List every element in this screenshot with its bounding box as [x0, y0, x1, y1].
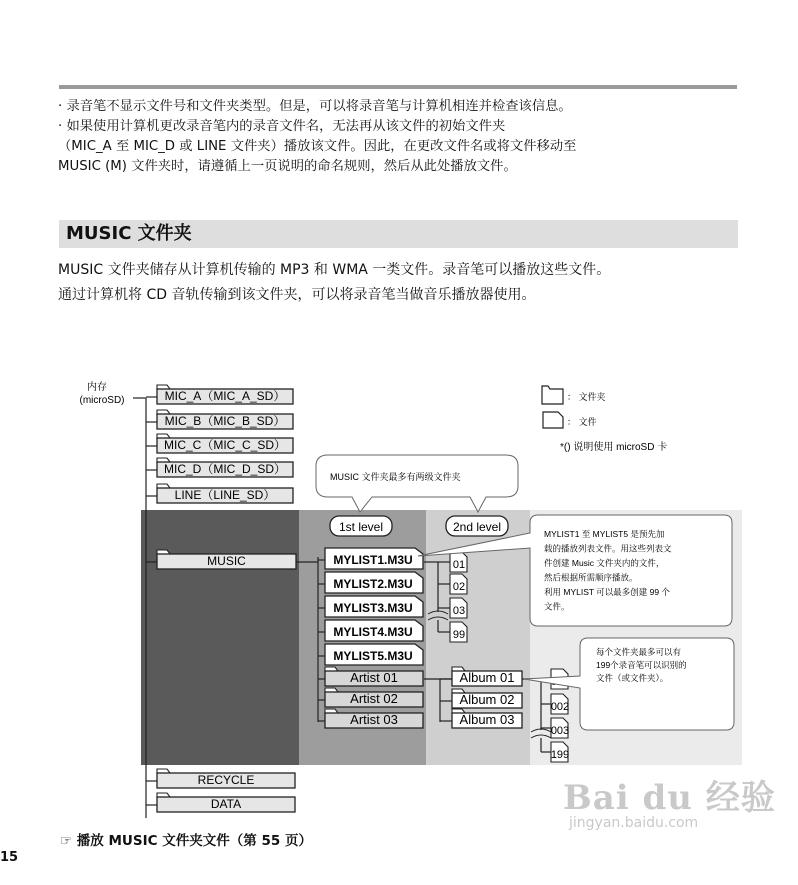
legend-note: *() 说明使用 microSD 卡: [560, 442, 668, 453]
watermark-url: jingyan.baidu.com: [569, 815, 699, 831]
page-number: 15: [0, 850, 19, 865]
album-folder-label: Album 03: [459, 711, 515, 727]
artist-file: [450, 598, 467, 618]
svg-text:003: 003: [550, 725, 570, 737]
watermark-brand: Bai du 经验: [563, 778, 776, 818]
root-folder: [157, 410, 293, 429]
bottom-folder-label: DATA: [210, 796, 242, 811]
album-note-line: 文件（或文件夹）。: [596, 673, 669, 683]
watermark: [563, 770, 776, 831]
svg-text:02: 02: [452, 581, 466, 593]
playback-reference-link[interactable]: ☞ 播放 MUSIC 文件夹文件（第 55 页）: [60, 833, 312, 849]
note-line: （MIC_A 至 MIC_D 或 LINE 文件夹）播放该文件。因此，在更改文件名或将文件移动至: [58, 139, 577, 154]
artist-folder-list: [318, 667, 423, 728]
note-line: · 如果使用计算机更改录音笔内的录音文件名，无法再从该文件的初始文件夹: [58, 119, 506, 134]
album-file: [551, 742, 569, 762]
mylist-note-line: 然后根据所需顺序播放。: [544, 572, 638, 583]
note-line: MUSIC (M) 文件夹时，请遵循上一页说明的命名规则，然后从此处播放文件。: [58, 159, 517, 174]
mylist-note-line: 利用 MYLIST 可以最多创建 99 个: [544, 587, 670, 597]
svg-text:MYLIST4.M3U: MYLIST4.M3U: [333, 625, 413, 639]
level2-label: 2nd level: [452, 520, 502, 534]
album-note-line: 每个文件夹最多可以有: [596, 647, 682, 657]
artist-file: [450, 622, 467, 642]
svg-text:MYLIST3.M3U: MYLIST3.M3U: [333, 601, 413, 615]
playlist-file: [325, 620, 423, 641]
album-file: [551, 718, 569, 738]
artist-folder-label: Artist 01: [350, 669, 398, 685]
intro-line: MUSIC 文件夹储存从计算机传输的 MP3 和 WMA 一类文件。录音笔可以播放这些文件。: [58, 262, 611, 278]
playlist-file: [325, 548, 423, 569]
mylist-note-line: 件创建 Music 文件夹内的文件，: [544, 558, 665, 568]
root-folder-list: [146, 385, 293, 503]
svg-text:99: 99: [452, 629, 466, 641]
album-folder-label: Album 01: [459, 669, 515, 685]
root-folder-label: MIC_B（MIC_B_SD）: [164, 413, 286, 428]
svg-text:03: 03: [452, 605, 466, 617]
mylist-note-line: MYLIST1 至 MYLIST5 是预先加: [544, 529, 665, 539]
album-folder: [452, 689, 522, 708]
folder-icon: [542, 386, 563, 404]
svg-text:MYLIST5.M3U: MYLIST5.M3U: [333, 649, 413, 663]
svg-text:MYLIST2.M3U: MYLIST2.M3U: [333, 577, 413, 591]
levels-callout: [316, 455, 518, 512]
bottom-folder: [157, 769, 295, 788]
playlist-file: [325, 644, 423, 665]
bottom-folder-list: [146, 769, 295, 812]
bottom-folder: [157, 793, 295, 812]
svg-text:MYLIST1.M3U: MYLIST1.M3U: [333, 553, 413, 567]
levels-callout-text: MUSIC 文件夹最多有两级文件夹: [330, 472, 461, 482]
svg-text:199: 199: [550, 749, 570, 761]
playlist-file: [325, 572, 423, 593]
bottom-folder-label: RECYCLE: [197, 772, 255, 787]
mylist-note-line: 文件。: [544, 601, 570, 612]
playlist-list: [318, 548, 423, 665]
artist-folder-label: Artist 03: [350, 711, 398, 727]
artist-file: [450, 552, 467, 572]
album-folder-list: [440, 667, 522, 728]
album-note-line: 199个录音笔可以识别的: [596, 660, 687, 670]
root-folder-label: MIC_D（MIC_D_SD）: [163, 461, 287, 476]
music-folder-label: MUSIC: [207, 553, 246, 568]
root-folder-label: MIC_C（MIC_C_SD）: [163, 437, 287, 452]
legend-folder: ： 文件夹: [567, 392, 606, 402]
svg-text:01: 01: [452, 559, 466, 571]
playlist-file: [325, 596, 423, 617]
root-panel: [141, 510, 299, 765]
artist-file: [450, 574, 467, 594]
intro-line: 通过计算机将 CD 音轨传输到该文件夹，可以将录音笔当做音乐播放器使用。: [58, 287, 536, 303]
section-title: MUSIC 文件夹: [66, 223, 192, 244]
album-folder: [452, 667, 522, 686]
root-folder: [157, 434, 293, 453]
legend-file: ： 文件: [567, 417, 597, 427]
root-folder: [157, 484, 293, 503]
root-folder-label: MIC_A（MIC_A_SD）: [164, 388, 286, 403]
album-folder-label: Album 02: [459, 691, 515, 707]
svg-text:002: 002: [550, 701, 570, 713]
album-folder: [452, 709, 522, 728]
level1-label: 1st level: [338, 520, 384, 534]
root-folder: [157, 385, 293, 404]
artist-folder-label: Artist 02: [350, 690, 398, 706]
file-icon: [543, 412, 563, 428]
root-folder: [157, 458, 293, 477]
root-folder-label: LINE（LINE_SD）: [174, 487, 276, 502]
album-file: [551, 694, 569, 714]
memory-label: 内存: [87, 382, 107, 393]
memory-label-sd: (microSD): [79, 395, 125, 406]
mylist-note-line: 载的播放列表文件。用这些列表文: [544, 543, 672, 554]
note-line: · 录音笔不显示文件号和文件夹类型。但是，可以将录音笔与计算机相连并检查该信息。: [58, 99, 572, 114]
